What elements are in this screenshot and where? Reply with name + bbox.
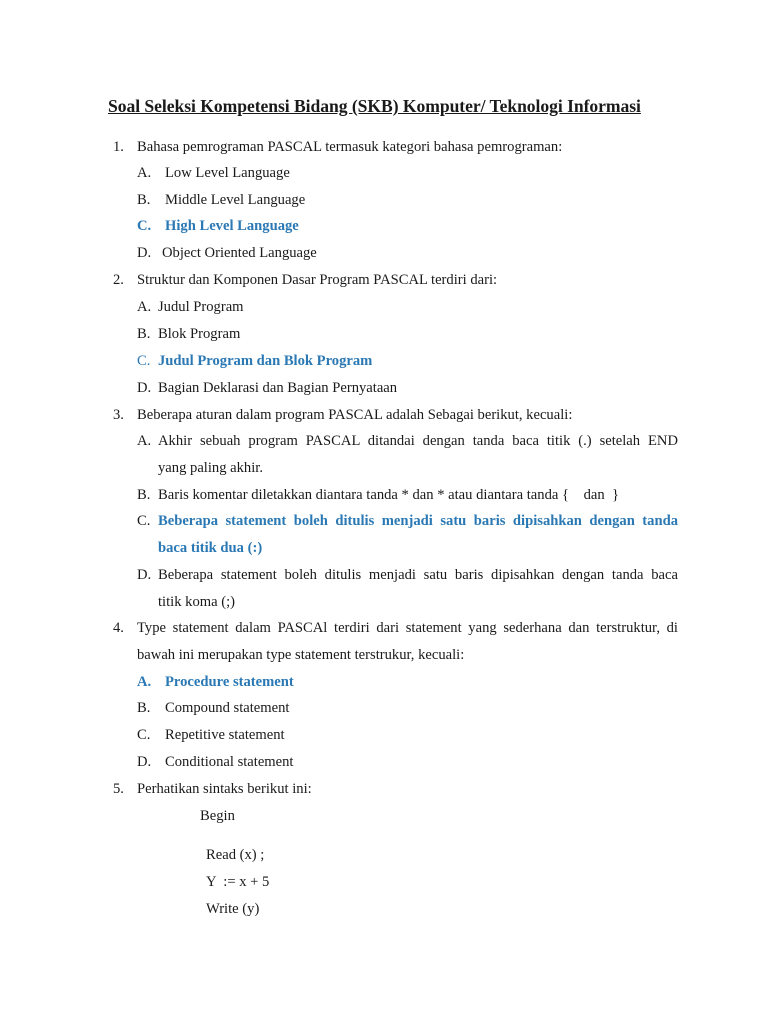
- option-text-line2: yang paling akhir.: [158, 460, 263, 476]
- option-letter: D.: [137, 567, 152, 583]
- option-letter-correct: C.: [137, 218, 152, 234]
- option-letter: A.: [137, 299, 152, 315]
- option-letter: C.: [137, 727, 151, 743]
- option-text: Blok Program: [158, 326, 241, 342]
- option-text-correct-line1: Beberapa statement boleh ditulis menjadi satu baris dipisahkan dengan tanda: [158, 513, 678, 529]
- option-letter-correct: C.: [137, 353, 151, 369]
- question-number: 2.: [113, 272, 124, 288]
- code-line: Begin: [200, 808, 235, 824]
- option-text-line1: Beberapa statement boleh ditulis menjadi satu baris dipisahkan dengan tanda baca: [158, 567, 678, 583]
- option-text-correct: Procedure statement: [165, 674, 294, 690]
- question-text: Struktur dan Komponen Dasar Program PASCAL terdiri dari:: [137, 272, 498, 288]
- option-text: Object Oriented Language: [162, 245, 317, 261]
- option-letter: B.: [137, 487, 151, 503]
- option-letter: D.: [137, 245, 152, 261]
- option-text: Repetitive statement: [165, 727, 285, 743]
- option-text: Low Level Language: [165, 165, 290, 181]
- option-text: Baris komentar diletakkan diantara tanda * dan * atau diantara tanda { dan }: [158, 487, 619, 503]
- code-line: Y := x + 5: [206, 874, 270, 890]
- document-title: Soal Seleksi Kompetensi Bidang (SKB) Komputer/ Teknologi Informasi: [108, 96, 641, 116]
- option-letter: B.: [137, 326, 151, 342]
- code-line: Read (x) ;: [206, 847, 265, 863]
- question-number: 3.: [113, 407, 124, 423]
- question-text: Beberapa aturan dalam program PASCAL adalah Sebagai berikut, kecuali:: [137, 407, 573, 423]
- code-line: Write (y): [206, 901, 260, 917]
- option-letter: A.: [137, 433, 152, 449]
- option-text-line2: titik koma (;): [158, 594, 236, 610]
- option-letter: D.: [137, 754, 152, 770]
- option-text: Conditional statement: [165, 754, 294, 770]
- option-letter: B.: [137, 700, 151, 716]
- option-text-line1: Akhir sebuah program PASCAL ditandai dengan tanda baca titik (.) setelah END: [158, 433, 678, 449]
- question-text-line2: bawah ini merupakan type statement terstrukur, kecuali:: [137, 647, 465, 663]
- option-letter-correct: A.: [137, 674, 152, 690]
- question-text-line1: Type statement dalam PASCAl terdiri dari statement yang sederhana dan terstruktur, di: [137, 620, 678, 636]
- option-text-correct: Judul Program dan Blok Program: [158, 353, 373, 369]
- question-text: Perhatikan sintaks berikut ini:: [137, 781, 312, 797]
- option-text: Middle Level Language: [165, 192, 306, 208]
- option-text: Judul Program: [158, 299, 244, 315]
- option-text: Compound statement: [165, 700, 290, 716]
- option-text-correct-line2: baca titik dua (:): [158, 540, 263, 556]
- option-letter: A.: [137, 165, 152, 181]
- question-text: Bahasa pemrograman PASCAL termasuk kategori bahasa pemrograman:: [137, 139, 563, 155]
- option-letter: C.: [137, 513, 151, 529]
- option-letter: D.: [137, 380, 152, 396]
- option-text: Bagian Deklarasi dan Bagian Pernyataan: [158, 380, 398, 396]
- option-letter: B.: [137, 192, 151, 208]
- option-text-correct: High Level Language: [165, 218, 299, 234]
- question-number: 5.: [113, 781, 124, 797]
- question-number: 1.: [113, 139, 124, 155]
- question-number: 4.: [113, 620, 124, 636]
